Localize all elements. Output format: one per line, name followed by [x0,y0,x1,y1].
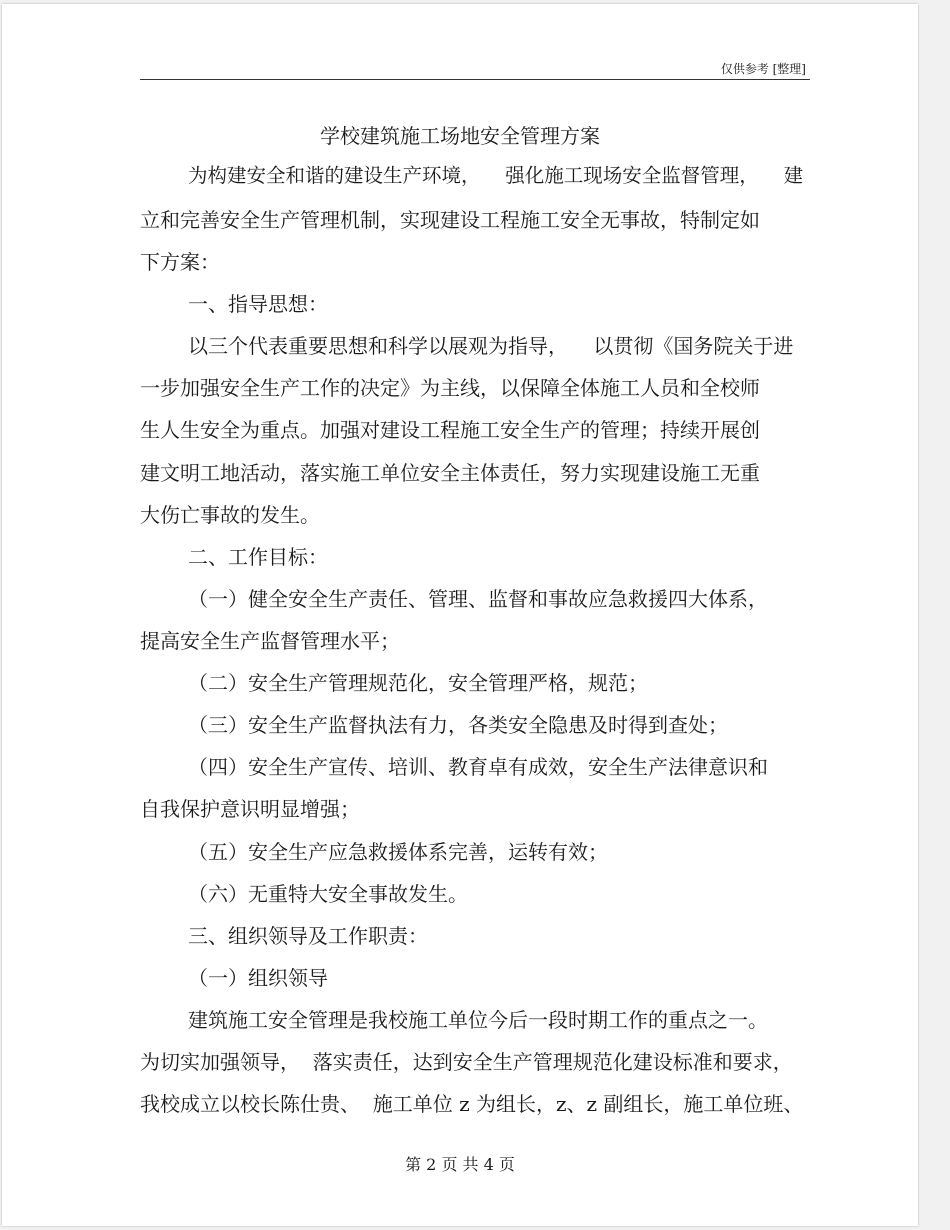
body-line: 为切实加强领导， 落实责任，达到安全生产管理规范化建设标准和要求， [140,1050,793,1074]
body-line: 我校成立以校长陈仕贵、 施工单位 z 为组长，z、z 副组长，施工单位班、 [140,1092,804,1116]
body-line: 为构建安全和谐的建设生产环境， 强化施工现场安全监督管理， 建 [188,164,804,187]
header-note: 仅供参考 [整理] [720,62,806,76]
header-rule [140,79,810,80]
section-heading: 一、指导思想： [188,292,328,316]
list-item: （四）安全生产宣传、培训、教育卓有成效，安全生产法律意识和 [188,755,768,779]
list-item: （一）健全安全生产责任、管理、监督和事故应急救援四大体系， [188,587,768,611]
body-line: 生人生安全为重点。加强对建设工程施工安全生产的管理；持续开展创 [140,418,760,442]
body-line: 自我保护意识明显增强； [140,797,360,821]
body-line: 以三个代表重要思想和科学以展观为指导， 以贯彻《国务院关于进 [188,334,794,358]
subsection-heading: （一）组织领导 [188,966,328,990]
list-item: （二）安全生产管理规范化，安全管理严格，规范； [188,671,648,695]
section-heading: 三、组织领导及工作职责： [188,924,428,948]
body-line: 下方案： [140,250,220,274]
body-line: 提高安全生产监督管理水平； [140,629,400,653]
document-page [2,4,918,1226]
body-line: 立和完善安全生产管理机制，实现建设工程施工安全无事故，特制定如 [140,208,760,232]
section-heading: 二、工作目标： [188,545,328,569]
list-item: （三）安全生产监督执法有力，各类安全隐患及时得到查处； [188,713,728,737]
list-item: （五）安全生产应急救援体系完善，运转有效； [188,840,608,864]
page-number-footer: 第 2 页 共 4 页 [405,1155,515,1174]
body-line: 建筑施工安全管理是我校施工单位今后一段时期工作的重点之一。 [188,1008,768,1032]
body-line: 一步加强安全生产工作的决定》为主线，以保障全体施工人员和全校师 [140,376,760,400]
list-item: （六）无重特大安全事故发生。 [188,882,468,906]
body-line: 建文明工地活动，落实施工单位安全主体责任，努力实现建设施工无重 [140,461,760,485]
document-title: 学校建筑施工场地安全管理方案 [320,124,600,148]
body-line: 大伤亡事故的发生。 [140,503,320,527]
